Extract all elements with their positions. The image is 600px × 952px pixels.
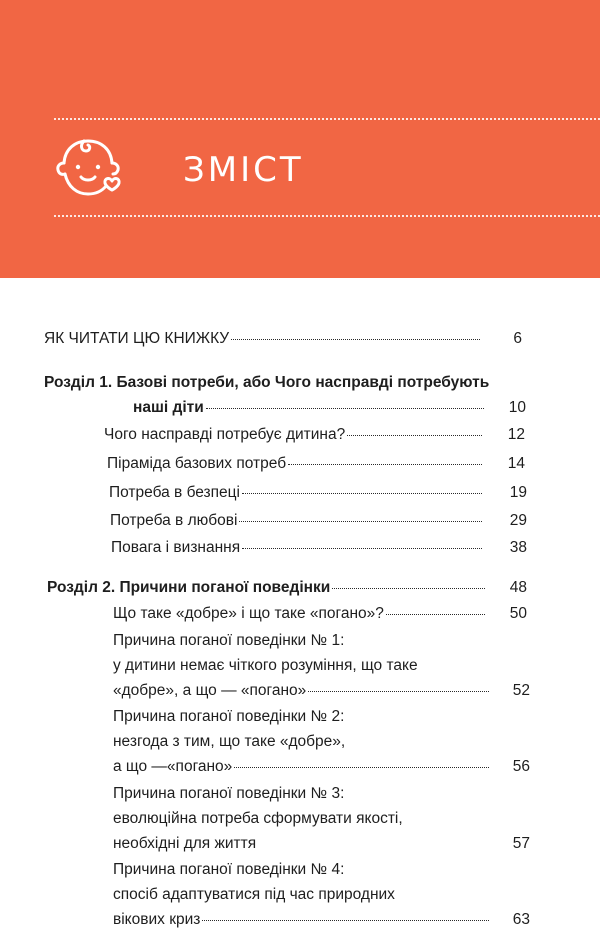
toc-entry-title: «добре», а що — «погано» bbox=[113, 682, 307, 699]
toc-entry-what-child-needs[interactable] bbox=[104, 422, 486, 447]
dot-leader bbox=[239, 521, 482, 522]
toc-entry-title: Потреба в безпеці bbox=[109, 484, 241, 501]
toc-entry-title: Повага і визнання bbox=[111, 539, 241, 556]
toc-page-number: 12 bbox=[507, 426, 525, 443]
dot-leader bbox=[308, 691, 489, 692]
toc-entry-safety[interactable] bbox=[109, 480, 486, 505]
dot-leader bbox=[231, 339, 480, 340]
toc-entry-respect[interactable] bbox=[111, 535, 486, 560]
toc-page-number: 50 bbox=[509, 605, 527, 622]
page-title: ЗМІСТ bbox=[183, 150, 304, 190]
toc-page-number: 56 bbox=[512, 758, 530, 775]
dot-leader bbox=[347, 435, 482, 436]
toc-page-number: 57 bbox=[512, 835, 530, 852]
dot-leader bbox=[242, 548, 482, 549]
toc-entry-title: наші діти bbox=[133, 399, 204, 416]
toc-page-number: 10 bbox=[508, 399, 526, 416]
dot-leader bbox=[234, 767, 489, 768]
toc-entry-reason-3[interactable] bbox=[113, 781, 493, 856]
toc-entry-title: Причина поганої поведінки № 2: bbox=[113, 708, 345, 725]
toc-entry-reason-4[interactable] bbox=[113, 857, 493, 932]
toc-page-number: 14 bbox=[507, 455, 525, 472]
toc-entry-title: ЯК ЧИТАТИ ЦЮ КНИЖКУ bbox=[44, 330, 230, 347]
toc-entry-title: Потреба в любові bbox=[110, 512, 238, 529]
toc-page-number: 52 bbox=[512, 682, 530, 699]
toc-entry-reason-2[interactable] bbox=[113, 704, 493, 779]
dot-leader bbox=[202, 920, 489, 921]
toc-entry-chapter-1[interactable] bbox=[44, 370, 504, 395]
toc-page-number: 63 bbox=[512, 911, 530, 928]
toc-page-number: 48 bbox=[509, 579, 527, 596]
toc-entry-chapter-2[interactable] bbox=[47, 575, 489, 600]
toc-page-number: 29 bbox=[509, 512, 527, 529]
toc-entry-title: еволюційна потреба сформувати якості, bbox=[113, 810, 403, 827]
toc-entry-chapter-1-cont[interactable] bbox=[133, 395, 488, 420]
toc-entry-title: незгода з тим, що таке «добре», bbox=[113, 733, 346, 750]
toc-entry-title: у дитини немає чіткого розуміння, що таке bbox=[113, 657, 418, 674]
toc-entry-how-to-read[interactable] bbox=[44, 326, 484, 351]
dot-leader bbox=[206, 408, 484, 409]
toc-entry-title: Розділ 2. Причини поганої поведінки bbox=[47, 579, 331, 596]
toc-entry-needs-pyramid[interactable] bbox=[107, 451, 486, 476]
toc-page-number: 38 bbox=[509, 539, 527, 556]
toc-entry-title: Піраміда базових потреб bbox=[107, 455, 287, 472]
toc-entry-title: необхідні для життя bbox=[113, 835, 257, 852]
dot-leader bbox=[332, 588, 485, 589]
toc-page-number: 6 bbox=[513, 330, 522, 347]
toc-entry-love[interactable] bbox=[110, 508, 486, 533]
dot-leader bbox=[242, 493, 482, 494]
dot-leader bbox=[288, 464, 482, 465]
toc-entry-title: Причина поганої поведінки № 4: bbox=[113, 861, 345, 878]
toc-entry-good-bad[interactable] bbox=[113, 601, 489, 626]
toc-entry-title: Причина поганої поведінки № 1: bbox=[113, 632, 345, 649]
toc-entry-title: а що —«погано» bbox=[113, 758, 233, 775]
toc-entry-reason-1[interactable] bbox=[113, 628, 493, 703]
toc-entry-title: вікових криз bbox=[113, 911, 201, 928]
dot-leader bbox=[386, 614, 485, 615]
toc-entry-title: спосіб адаптуватися під час природних bbox=[113, 886, 395, 903]
toc-entry-title: Чого насправді потребує дитина? bbox=[104, 426, 346, 443]
toc-entry-title: Розділ 1. Базові потреби, або Чого насправді потребують bbox=[44, 374, 490, 391]
toc-page-number: 19 bbox=[509, 484, 527, 501]
toc-entry-title: Причина поганої поведінки № 3: bbox=[113, 785, 345, 802]
toc-entry-title: Що таке «добре» і що таке «погано»? bbox=[113, 605, 384, 622]
